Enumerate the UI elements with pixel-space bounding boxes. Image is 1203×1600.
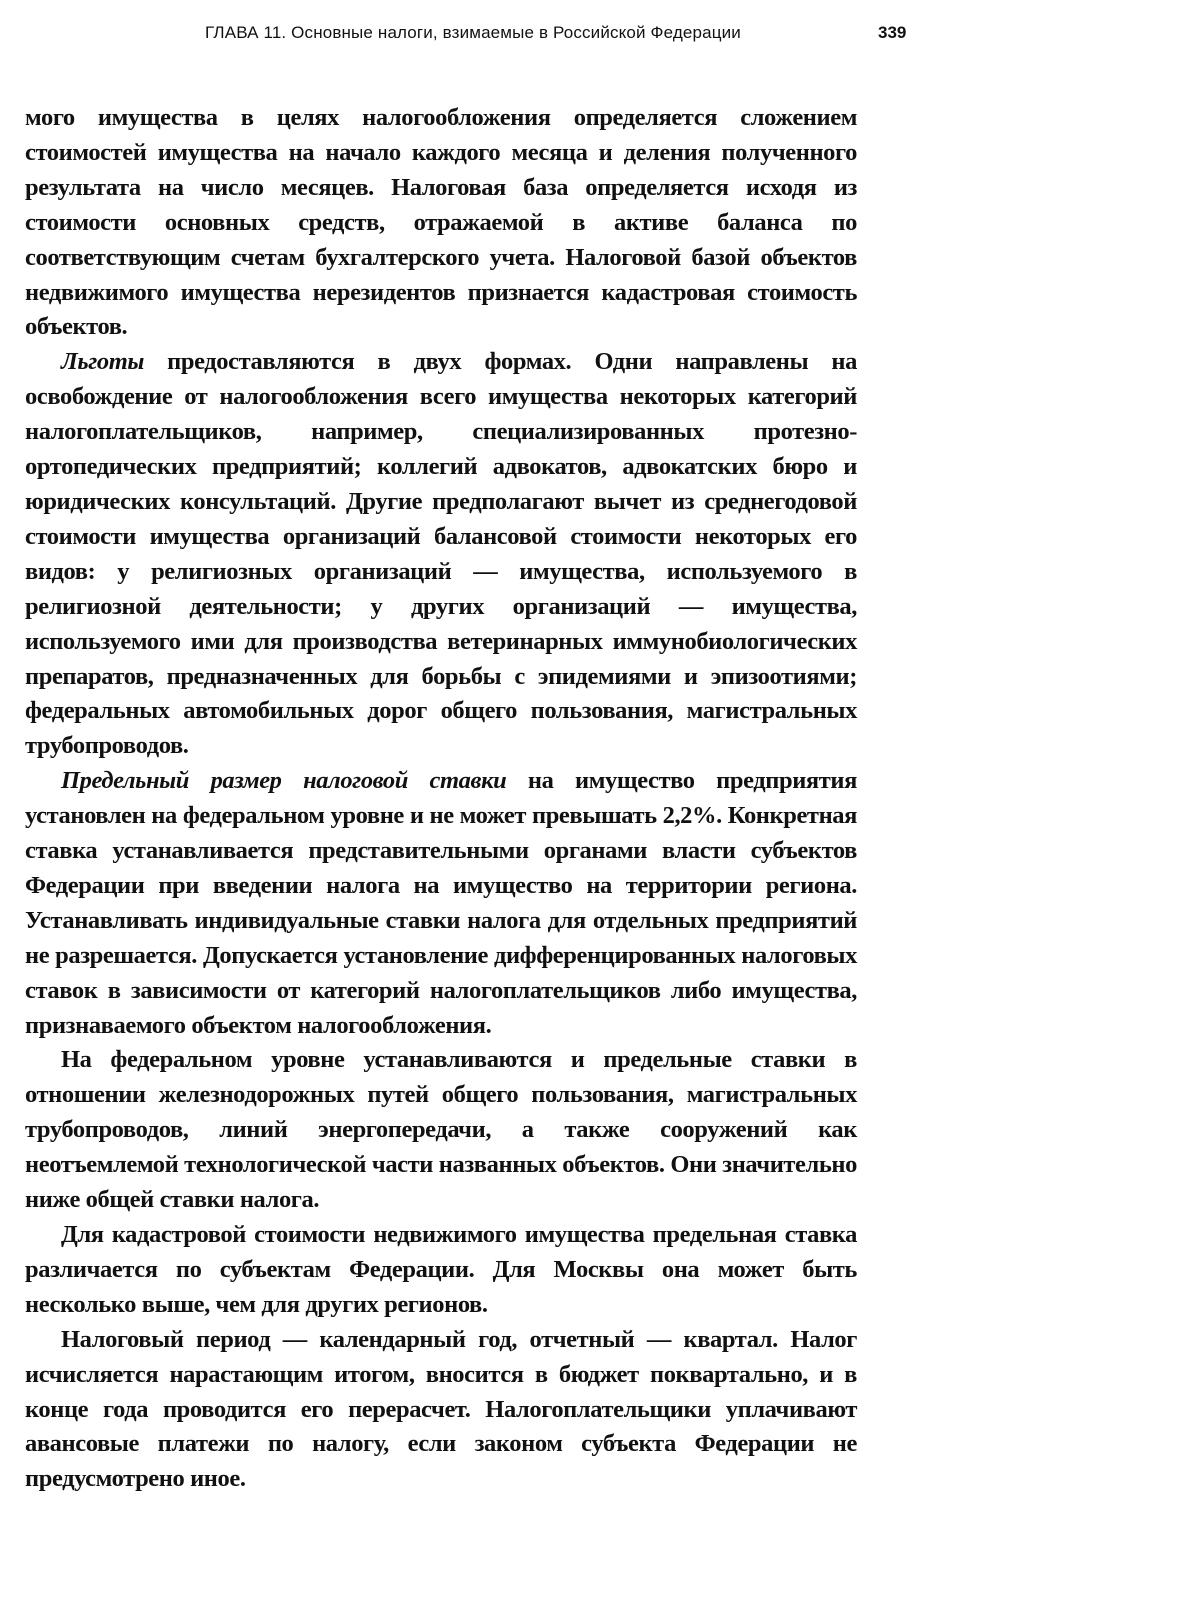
paragraph-4: [25, 1043, 857, 1218]
paragraph-3-text: на имущество предприятия установлен на федеральном уровне и не может превышать 2,2%. Конкретная ставка устанавливается представительными органами власти субъектов Федерации при введении налога на имущество на территории региона. Устанавливать индивидуальные ставки налога для отдельных предприятий не разрешается. Допускается установление дифференцированных налоговых ставок в зависимости от категорий налогоплательщиков либо имущества, признаваемого объектом налогообложения.: [25, 767, 857, 1039]
paragraph-2-text: предоставляются в двух формах. Одни направлены на освобождение от налогообложения всего имущества некоторых категорий налогоплательщиков, например, специализированных протезно-ортопедических предприятий; коллегий адвокатов, адвокатских бюро и юридических консультаций. Другие предполагают вычет из среднегодовой стоимости имущества организаций балансовой стоимости некоторых его видов: у религиозных организаций — имущества, используемого в религиозной деятельности; у других организаций — имущества, используемого ими для производства ветеринарных иммунобиологических препаратов, предназначенных для борьбы с эпидемиями и эпизоотиями; федеральных автомобильных дорог общего пользования, магистральных трубопроводов.: [25, 348, 857, 760]
paragraph-2-italic-term: Льготы: [61, 348, 144, 376]
paragraph-4-text: На федеральном уровне устанавливаются и предельные ставки в отношении железнодорожных путей общего пользования, магистральных трубопроводов, линий энергопередачи, а также сооружений как неотъемлемой технологической части названных объектов. Они значительно ниже общей ставки налога.: [25, 1046, 857, 1214]
body-text: [25, 101, 857, 1497]
paragraph-5: [25, 1218, 857, 1323]
paragraph-6: [25, 1323, 857, 1498]
page-number: 339: [878, 23, 907, 42]
paragraph-3: [25, 764, 857, 1043]
paragraph-1-text: мого имущества в целях налогообложения определяется сложением стоимостей имущества на начало каждого месяца и деления полученного результата на число месяцев. Налоговая база определяется исходя из стоимости основных средств, отражаемой в активе баланса по соответствующим счетам бухгалтерского учета. Налоговой базой объектов недвижимого имущества нерезидентов признается кадастровая стоимость объектов.: [25, 104, 857, 341]
paragraph-3-italic-term: Предельный размер налоговой ставки: [61, 767, 507, 795]
running-head: [205, 20, 945, 46]
paragraph-2: [25, 345, 857, 764]
paragraph-5-text: Для кадастровой стоимости недвижимого имущества предельная ставка различается по субъектам Федерации. Для Москвы она может быть несколько выше, чем для других регионов.: [25, 1221, 857, 1318]
chapter-title: ГЛАВА 11. Основные налоги, взимаемые в Российской Федерации: [205, 23, 741, 42]
paragraph-6-text: Налоговый период — календарный год, отчетный — квартал. Налог исчисляется нарастающим итогом, вносится в бюджет поквартально, и в конце года проводится его перерасчет. Налогоплательщики уплачивают авансовые платежи по налогу, если законом субъекта Федерации не предусмотрено иное.: [25, 1325, 857, 1493]
paragraph-1: [25, 101, 857, 345]
